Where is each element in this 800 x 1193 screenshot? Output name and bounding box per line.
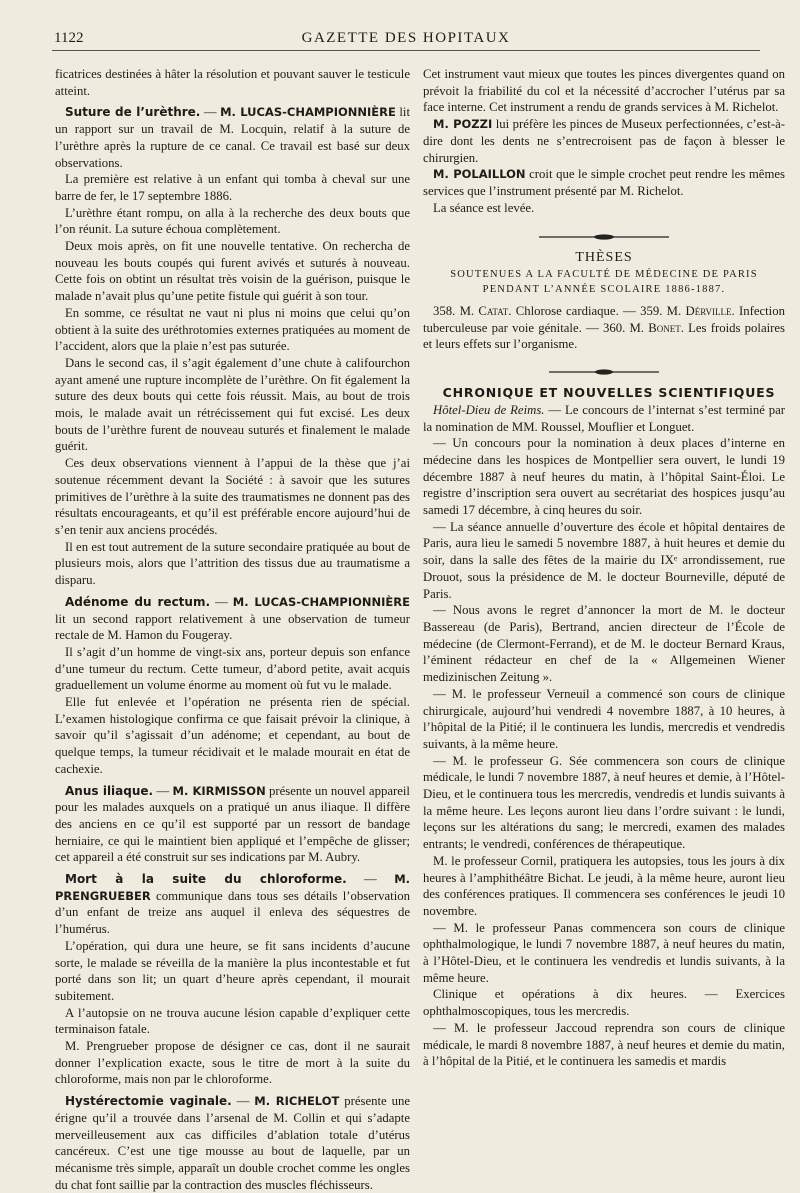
paragraph: Deux mois après, on fit une nouvelle tentative. On rechercha de nouveau les bouts coupés qui furent avivés et suturés à nouveau. Cette fois on obtint un résultat très voisin de la guérison, puisque le malade n’avait plus qu’une petite fistule qui guérit à son tour. <box>55 239 410 304</box>
section-hysterectomie: Hystérectomie vaginale. — M. RICHELOT présente une érigne qu’il a trouvée dans l’arsenal de M. Collin et qui s’adapte merveilleusement aux cas difficiles d’ablation totale d’utérus cancéreux. C’est une tige mousse au bout de laquelle, par un mécanisme très simple, apparaît un double crochet comme les ongles du chat font saillie par la contraction des muscles fléchisseurs. <box>55 1094 411 1192</box>
paragraph: Il en est tout autrement de la suture secondaire pratiquée au bout de plusieurs mois, alors que l’attrition des tissus due au traumatisme a disparu. <box>55 539 410 588</box>
theses-subtitle: PENDANT L’ANNÉE SCOLAIRE 1886-1887. <box>482 284 726 296</box>
speaker-name: M. LUCAS-CHAMPIONNIÈRE <box>232 594 410 609</box>
paragraph: L’opération, qui dura une heure, se fit sans incidents d’aucune sorte, le malade se réveilla de la manière la plus incontestable et fut porté dans son lit; un quart d’heure après cependant, il mourait subitement. <box>55 938 410 1003</box>
section-heading: CHRONIQUE ET NOUVELLES SCIENTIFIQUES <box>442 385 776 401</box>
paragraph: A l’autopsie on ne trouva aucune lésion capable d’expliquer cette terminaison fatale. <box>55 1005 410 1037</box>
page-header <box>52 28 760 51</box>
section-adenome-rectum: Adénome du rectum. — M. LUCAS-CHAMPIONNIÈRE lit un second rapport relativement à une observation de tumeur rectale de M. Hamon du Fougeray. <box>55 594 410 643</box>
news-item: Hôtel-Dieu de Reims. — Le concours de l’internat s’est terminé par la nomination de MM. Roussel, Mouflier et Longuet. <box>423 402 785 434</box>
section-mort-chloroforme: Mort à la suite du chloroforme. — M. PRENGRUEBER communique dans tous ses détails l’observation d’un enfant de treize ans auquel il enleva des séquestres de l’humérus. <box>55 872 411 937</box>
section-title: Mort à la suite du chloroforme. <box>65 872 347 887</box>
news-item: — M. le professeur G. Sée commencera son cours de clinique médicale, le lundi 7 novembre 1887, à neuf heures et demie, à l’Hôtel-Dieu, et le continuera tous les mercredis, vendredis et lundis suivants à la même heure. Les leçons auront lieu dans l’ordre suivant : le lundi, leçons sur les altérations du sang; le mercredi, examen des malades entrants; le vendredi, conférences de thérapeutique. <box>423 753 785 852</box>
news-item: M. le professeur Cornil, pratiquera les autopsies, tous les jours à dix heures à l’amphithéâtre Bichat. Le jeudi, à la même heure, auront lieu des conférences pratiques. Il commencera ses conférences le jeudi 10 novembre. <box>423 853 785 918</box>
news-item: — Nous avons le regret d’annoncer la mort de M. le docteur Bassereau (de Paris), Bertrand, ancien directeur de l’École de médecine (de Clermont-Ferrand), et de M. le docteur Bernard Kraus, l’éminent rédacteur en chef de la « Allgemeinen Wiener medizinischen Zeitung ». <box>423 603 785 685</box>
speaker-name: M. KIRMISSON <box>172 783 266 798</box>
theses-title: THÈSES <box>575 250 633 266</box>
paragraph: Elle fut enlevée et l’opération ne présenta rien de spécial. L’examen histologique confirma ce que faisait prévoir la clinique, à savoir qu’il s’agissait d’un adénome; et cependant, au bout de quelque temps, la tumeur récidivait et le malade mourait en état de cachexie. <box>55 695 410 776</box>
ornament-divider <box>423 363 785 381</box>
paragraph: M. POZZI lui préfère les pinces de Museux perfectionnées, c’est-à-dire dont les dents ne s’entrecroisent pas de façon à blesser le chirurgien. <box>423 117 785 165</box>
paragraph: M. Prengrueber propose de désigner ce cas, dont il ne saurait donner l’explication exacte, sous le titre de mort à la suite du chloroforme, mais non par le chloroforme. <box>55 1039 410 1087</box>
theses-subtitle: SOUTENUES A LA FACULTÉ DE MÉDECINE DE PARIS <box>450 269 758 281</box>
paragraph: M. POLAILLON croit que le simple crochet peut rendre les mêmes services que l’instrument présenté par M. Richelot. <box>423 167 785 198</box>
paragraph: Cet instrument vaut mieux que toutes les pinces divergentes quand on prévoit la friabilité du col et la nécessité d’accrocher l’utérus par sa face interne. Cet instrument a rendu de grands services à M. Richelot. <box>423 67 785 115</box>
paragraph: Ces deux observations viennent à l’appui de la thèse que j’ai soutenue récemment devant la Société : à savoir que les sutures primitives de l’urèthre à la suite des traumatismes ne donnent pas des résultats encourageants, et qu’il est préférable encore aujourd’hui de s’en tenir aux anciens procédés. <box>55 456 410 537</box>
news-item: — M. le professeur Panas commencera son cours de clinique ophthalmologique, le lundi 7 novembre 1887, à neuf heures du matin, à l’Hôtel-Dieu, et le continuera les vendredis et lundis suivants, à la même heure. <box>423 920 785 985</box>
left-column <box>55 66 411 1192</box>
news-item: — M. le professeur Verneuil a commencé son cours de clinique chirurgicale, aujourd’hui vendredi 4 novembre 1887, à 10 heures, à l’hôpital de la Pitié; il le continuera les lundis, mercredis et vendredis suivants, à la même heure. <box>423 686 785 751</box>
section-title: Suture de l’urèthre. <box>65 105 201 120</box>
section-anus-iliaque: Anus iliaque. — M. KIRMISSON présente un nouvel appareil pour les malades auxquels on a pratiqué un anus iliaque. Il diffère des anciens en ce qu’il est supporté par un ressort de bandage herniaire, ce qui le maintient bien appliqué et l’empêche de glisser; cet appareil a été construit sur ses indications par M. Aubry. <box>55 783 410 865</box>
running-title: GAZETTE DES HOPITAUX <box>301 30 511 46</box>
section-title: Adénome du rectum. <box>65 594 211 609</box>
news-item: — Un concours pour la nomination à deux places d’interne en médecine dans les hospices de Montpellier sera ouvert, le lundi 19 décembre 1887 à neuf heures du matin, à l’hôpital Saint-Éloi. Le registre d’inscription sera ouvert au secrétariat des hospices jusqu’au samedi 17 décembre, à cinq heures du soir. <box>423 436 785 518</box>
speaker-name: M. POZZI <box>433 117 493 132</box>
section-title: Hystérectomie vaginale. <box>65 1094 232 1109</box>
news-item: Clinique et opérations à dix heures. — Exercices ophthalmoscopiques, tous les mercredis. <box>423 987 785 1019</box>
theses-list: 358. M. Catat. Chlorose cardiaque. — 359. M. Dérville. Infection tuberculeuse par voie génitale. — 360. M. Bonet. Les froids polaires et leurs effets sur l’organisme. <box>423 304 786 352</box>
speaker-name: M. POLAILLON <box>433 167 526 182</box>
ornament-divider <box>423 228 785 246</box>
news-item: — La séance annuelle d’ouverture des école et hôpital dentaires de Paris, aura lieu le samedi 5 novembre 1887, à huit heures et demie du soir, dans la salle des fêtes de la mairie du IXᵉ arrondissement, rue Drouot, sous la présidence de M. le docteur Bourneville, député de Paris. <box>423 519 785 601</box>
speaker-name: M. PRENGRUEBER <box>55 872 411 903</box>
news-item: — M. le professeur Jaccoud reprendra son cours de clinique médicale, le mardi 8 novembre 1887, à neuf heures et demie du matin, à l’hôpital de la Pitié, et le continuera les samedis et mardis <box>423 1020 785 1069</box>
paragraph: L’urèthre étant rompu, on alla à la recherche des deux bouts que l’on réunit. La suture échoua complètement. <box>55 205 410 237</box>
paragraph: La séance est levée. <box>433 200 535 215</box>
paragraph: La première est relative à un enfant qui tomba à cheval sur une barre de fer, le 17 septembre 1886. <box>55 172 410 203</box>
speaker-name: M. RICHELOT <box>254 1094 340 1109</box>
speaker-name: M. LUCAS-CHAMPIONNIÈRE <box>220 105 396 120</box>
right-column <box>423 66 785 1153</box>
paragraph: Dans le second cas, il s’agit également d’une chute à califourchon ayant amené une rupture incomplète de l’urèthre. On fit également la suture des deux bouts qui cette fois réussit. Mais, au bout de trois mois, le malade avait un rétrécissement qui fut excisé. Les deux bouts de l’urèthre furent de nouveau suturés et finalement le malade guérit. <box>55 355 410 454</box>
paragraph: ficatrices destinées à hâter la résolution et pouvant sauver le testicule atteint. <box>55 67 410 98</box>
paragraph: En somme, ce résultat ne vaut ni plus ni moins que celui qu’on obtient à la suite des uréthrotomies externes pratiquées au moment de l’accident, alors que la plaie n’est pas suturée. <box>55 305 410 354</box>
section-suture-urethre: Suture de l’urèthre. — M. LUCAS-CHAMPIONNIÈRE lit un rapport sur un travail de M. Locquin, relatif à la suture de l’urèthre après la rupture de ce canal. Ce travail est basé sur deux observations. <box>55 105 410 170</box>
paragraph: Il s’agit d’un homme de vingt-six ans, porteur depuis son enfance d’une tumeur du rectum. Cette tumeur, d’abord petite, avait acquis graduellement un volume énorme au moment où fut vu le malade. <box>55 644 410 693</box>
page-number: 1122 <box>54 30 84 46</box>
section-title: Anus iliaque. <box>65 783 154 798</box>
